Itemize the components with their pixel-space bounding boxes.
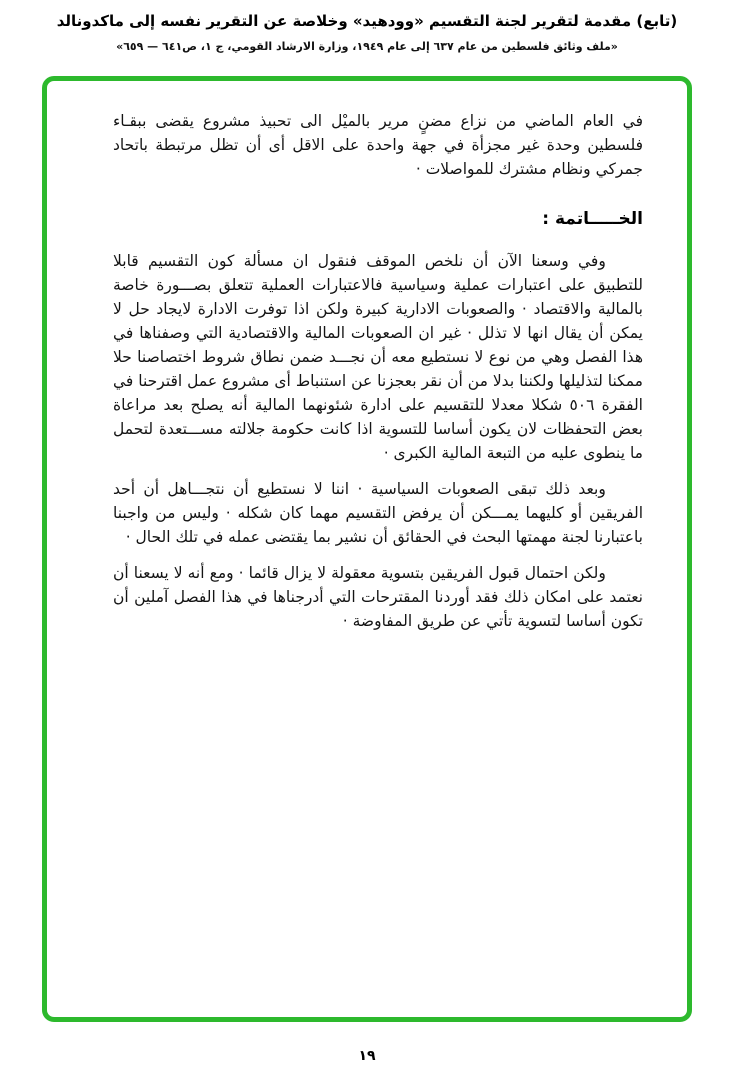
body-paragraph-2: وفي وسعنا الآن أن نلخص الموقف فنقول ان مسألة كون التقسيم قابلا للتطبيق على اعتبارات عملية وسياسية فالاعتبارات العملية تتعلق بصـــورة خاصة بالمالية والاقتصاد · والصعوبات الادارية كبيرة ولكن اذا توفرت الادارة لايجاد حل لا يمكن أن يقال انها لا تذلل · غير ان الصعوبات المالية والاقتصادية التي وصفناها في هذا الفصل وهي من نوع لا نستطيع معه أن نجـــد ضمن نطاق شروط اختصاصنا حلا ممكنا لتذليلها ولكننا بدلا من أن نقر بعجزنا عن استنباط أى مشروع عمل اقترحنا في الفقرة ٥٠٦ شكلا معدلا للتقسيم على ادارة شئونهما المالية أنه يصلح بعد مراعاة بعض التحفظات لان يكون أساسا للتسوية اذا كانت حكومة جلالته مســـتعدة لتحمل ما ينطوى عليه من التبعة المالية الكبرى · bbox=[113, 252, 643, 462]
body-paragraph-3: وبعد ذلك تبقى الصعوبات السياسية · اننا لا نستطيع أن نتجـــاهل أن أحد الفريقين أو كليهما يمـــكن أن يرفض التقسيم مهما كان شكله · وليس من واجبنا باعتبارنا لجنة مهمتها البحث في الحقائق أن نشير بما يقتضى عمله في تلك الحال · bbox=[113, 480, 643, 546]
document-header bbox=[0, 10, 734, 54]
document-title: (تابع) مقدمة لتقرير لجنة التقسيم «وودهيد» وخلاصة عن التقرير نفسه إلى ماكدونالد bbox=[56, 12, 678, 30]
document-source-citation: «ملف وثائق فلسطين من عام ٦٣٧ إلى عام ١٩٤٩، وزارة الارشاد القومي، ج ١، ص٦٤١ — ٦٥٩» bbox=[116, 39, 618, 53]
body-paragraph-1: في العام الماضي من نزاع مضنٍ مرير بالميْل الى تحبيذ مشروع يقضى ببقـاء فلسطين وحدة غير مجزأة في جهة واحدة على الاقل أى أن تظل مرتبطة باتحاد جمركي ونظام مشترك للمواصلات · bbox=[113, 112, 643, 178]
body-paragraph-4: ولكن احتمال قبول الفريقين بتسوية معقولة لا يزال قائما · ومع أنه لا يسعنا أن نعتمد على امكان ذلك فقد أوردنا المقترحات التي أدرجناها في هذا الفصل آملين أن تكون أساسا لتسوية تأتي عن طريق المفاوضة · bbox=[113, 564, 643, 630]
document-body bbox=[47, 81, 687, 633]
section-heading-conclusion: الخـــــاتمة : bbox=[542, 209, 643, 229]
green-border-frame bbox=[42, 76, 692, 1022]
page-number: ١٩ bbox=[358, 1048, 376, 1064]
